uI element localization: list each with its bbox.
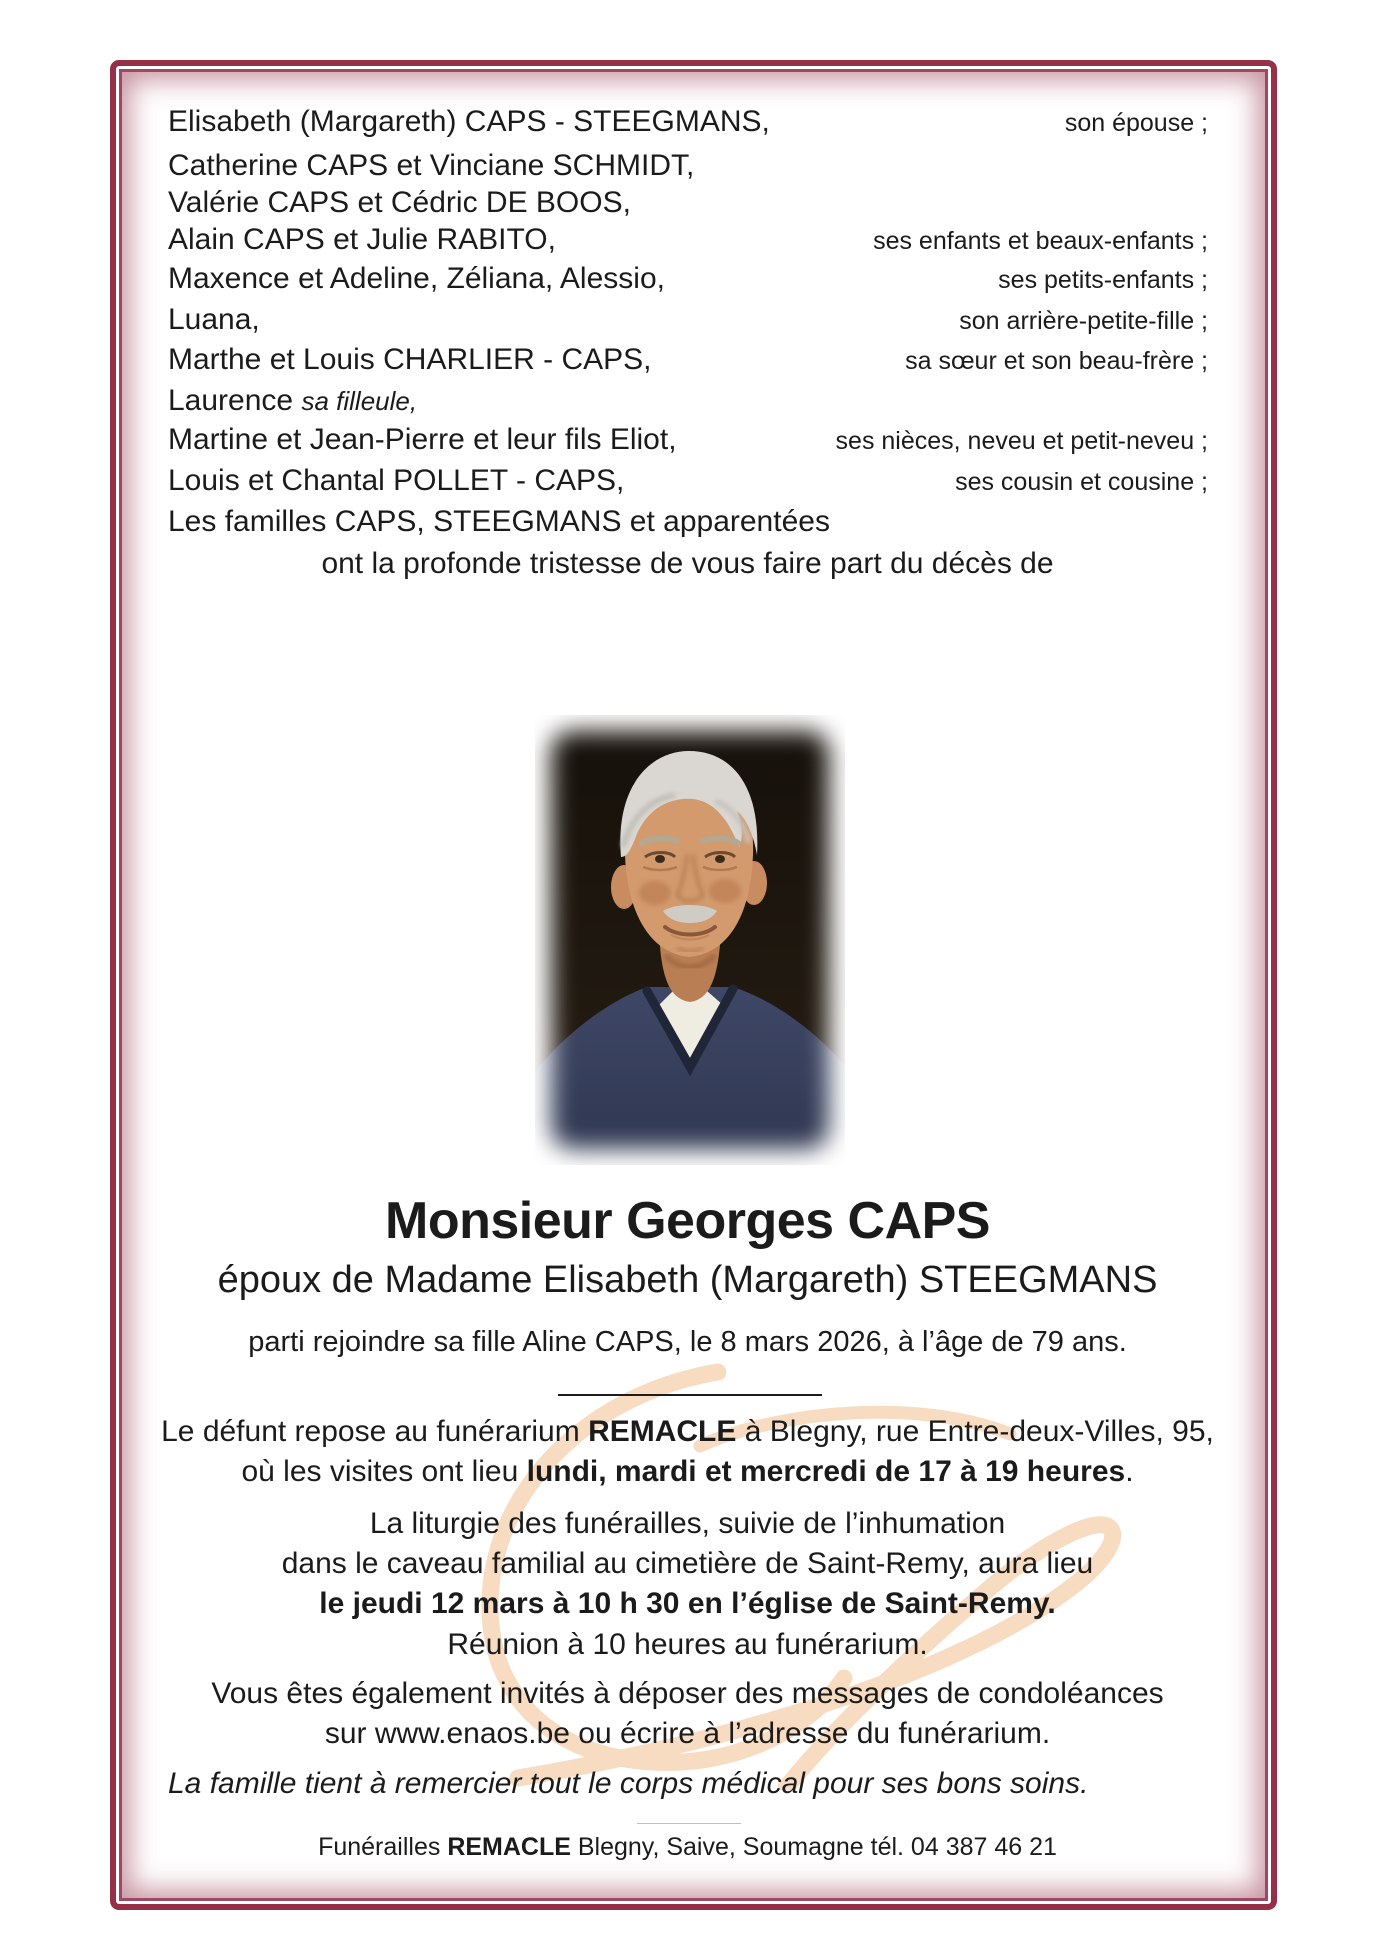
family-names: Maxence et Adeline, Zéliana, Alessio, (168, 262, 665, 295)
relation-label: son arrière-petite-fille ; (959, 307, 1208, 335)
relation-label: ses enfants et beaux-enfants ; (873, 227, 1208, 255)
family-names: Catherine CAPS et Vinciane SCHMIDT, (168, 149, 695, 182)
family-names: Martine et Jean-Pierre et leur fils Eliot, (168, 423, 677, 456)
family-names: Marthe et Louis CHARLIER - CAPS, (168, 343, 652, 376)
family-names: Louis et Chantal POLLET - CAPS, (168, 464, 625, 497)
funeral-home-name: REMACLE (588, 1415, 737, 1448)
section-divider (558, 1394, 822, 1396)
portrait-illustration (535, 715, 845, 1165)
family-names: Les familles CAPS, STEEGMANS et apparentées (168, 505, 830, 538)
funeral-line-4: Réunion à 10 heures au funérarium. (447, 1628, 928, 1661)
relation-label: ses nièces, neveu et petit-neveu ; (835, 427, 1208, 455)
deceased-name-title: Monsieur Georges CAPS (385, 1192, 990, 1250)
family-row (168, 222, 1208, 259)
family-names: Laurence sa filleule, (168, 384, 418, 417)
relation-label: ses cousin et cousine ; (955, 468, 1208, 496)
family-row (168, 504, 1208, 540)
family-row (168, 463, 1208, 500)
relation-label: sa sœur et son beau-frère ; (905, 347, 1208, 375)
funeral-date-line: le jeudi 12 mars à 10 h 30 en l’église de Saint-Remy. (319, 1587, 1056, 1620)
footer-divider (637, 1823, 741, 1824)
family-names: Elisabeth (Margareth) CAPS - STEEGMANS, (168, 105, 770, 138)
footer-funeral-home-name: REMACLE (447, 1833, 571, 1861)
family-row (168, 302, 1208, 339)
family-names: Luana, (168, 303, 260, 336)
wake-line-1: Le défunt repose au funérarium REMACLE à Blegny, rue Entre-deux-Villes, 95, (161, 1415, 1214, 1448)
funeral-line-2: dans le caveau familial au cimetière de Saint-Remy, aura lieu (281, 1547, 1094, 1580)
passing-line: parti rejoindre sa fille Aline CAPS, le 8 mars 2026, à l’âge de 79 ans. (248, 1326, 1127, 1358)
family-names: Valérie CAPS et Cédric DE BOOS, (168, 186, 631, 219)
announcement-line: ont la profonde tristesse de vous faire part du décès de (321, 547, 1054, 580)
spouse-line: époux de Madame Elisabeth (Margareth) STEEGMANS (217, 1259, 1158, 1301)
family-row (168, 342, 1208, 379)
thanks-line: La famille tient à remercier tout le corps médical pour ses bons soins. (168, 1767, 1089, 1800)
funeral-line-1: La liturgie des funérailles, suivie de l’inhumation (369, 1507, 1006, 1540)
family-names: Alain CAPS et Julie RABITO, (168, 223, 556, 256)
family-row (168, 383, 1208, 419)
family-row (168, 261, 1208, 298)
godchild-note: sa filleule, (301, 386, 418, 416)
condolences-line-2: sur www.enaos.be ou écrire à l’adresse du funérarium. (324, 1717, 1051, 1750)
relation-label: ses petits-enfants ; (998, 266, 1208, 294)
family-row (168, 422, 1208, 459)
footer-funeral-home: Funérailles REMACLE Blegny, Saive, Soumagne tél. 04 387 46 21 (318, 1833, 1057, 1861)
condolences-line-1: Vous êtes également invités à déposer des messages de condoléances (211, 1677, 1164, 1710)
wake-line-2: où les visites ont lieu lundi, mardi et mercredi de 17 à 19 heures. (241, 1455, 1134, 1488)
family-row (168, 185, 1208, 221)
family-row (168, 148, 1208, 184)
family-row (168, 104, 1208, 141)
visit-hours: lundi, mardi et mercredi de 17 à 19 heures (526, 1455, 1126, 1488)
relation-label: son épouse ; (1064, 109, 1208, 137)
portrait-photo (535, 715, 845, 1165)
